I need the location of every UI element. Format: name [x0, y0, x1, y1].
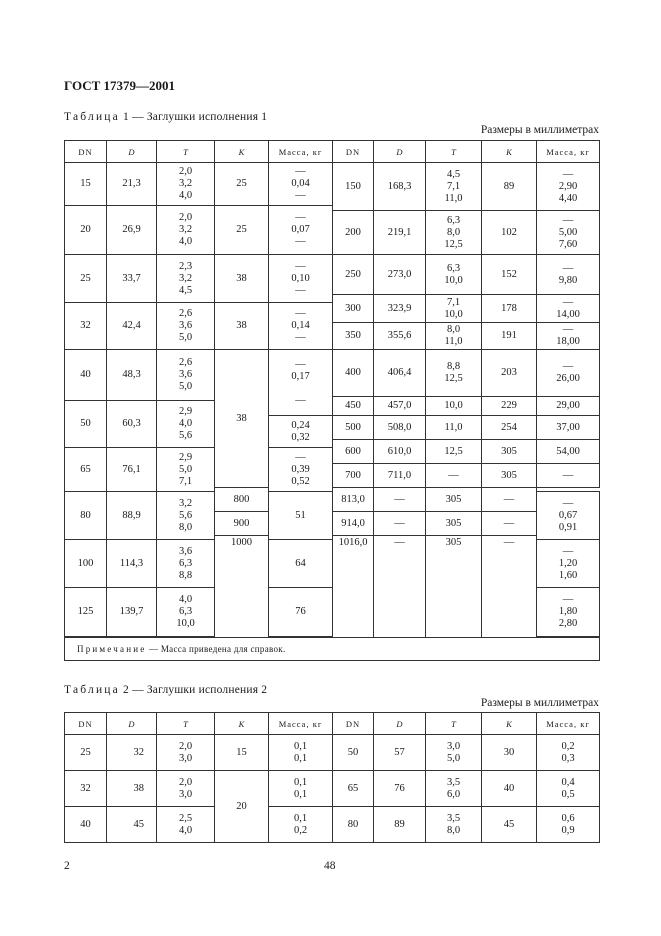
cell-dn: 300: [333, 295, 374, 323]
cell-d: 38: [107, 771, 157, 807]
page-number-left: 2: [64, 860, 70, 872]
table-row: [65, 735, 600, 771]
table1-caption: [64, 111, 267, 123]
cell-dn: 125: [65, 588, 107, 637]
cell-k: 25: [215, 206, 269, 255]
cell-d: 21,3: [107, 163, 157, 206]
cell-d: 711,0: [374, 464, 426, 488]
cell-k: 102: [482, 211, 537, 255]
header-mass: Масса, кг: [269, 141, 333, 163]
cell-d: 1016,0: [333, 536, 374, 638]
cell-k: 152: [482, 255, 537, 295]
cell-t: 2,6 3,6 5,0: [157, 303, 215, 350]
cell-k-merged: 38: [215, 350, 269, 488]
cell-d: 457,0: [374, 397, 426, 416]
cell-dn: 350: [333, 323, 374, 350]
cell-d: 32: [107, 735, 157, 771]
cell-d: 33,7: [107, 255, 157, 303]
cell-t: 6,3 8,0 12,5: [426, 211, 482, 255]
cell-mass: 0,6 0,9: [537, 807, 600, 843]
cell-mass: 54,00: [537, 440, 600, 464]
cell-mass: — 0,67 0,91: [537, 492, 600, 540]
cell-k-merged: 20: [215, 771, 269, 843]
cell-d: 57: [374, 735, 426, 771]
cell-t: 8,0 11,0: [426, 323, 482, 350]
table1-header-row: [65, 141, 600, 163]
header-k: K: [482, 713, 537, 735]
cell-dn: 32: [65, 771, 107, 807]
cell-mass: — 0,04 —: [269, 163, 333, 206]
cell-dn: 700: [333, 464, 374, 488]
cell-dn: 80: [333, 807, 374, 843]
cell-t: 6,3 10,0: [426, 255, 482, 295]
cell-k: 25: [215, 163, 269, 206]
page-number-center: 48: [324, 860, 336, 872]
cell-d: 89: [374, 807, 426, 843]
cell-mass: 0,1 0,1: [269, 735, 333, 771]
cell-t: —: [374, 512, 426, 536]
cell-dn: 25: [65, 255, 107, 303]
cell-dn: 40: [65, 807, 107, 843]
cell-dn: 600: [333, 440, 374, 464]
cell-d: 323,9: [374, 295, 426, 323]
cell-k: 40: [482, 771, 537, 807]
cell-k: 178: [482, 295, 537, 323]
cell-d: 45: [107, 807, 157, 843]
cell-dn: 65: [65, 448, 107, 492]
cell-dn: 20: [65, 206, 107, 255]
cell-d: 76,1: [107, 448, 157, 492]
table1-note: [65, 638, 600, 661]
cell-d: 914,0: [333, 512, 374, 536]
cell-mass: — 9,80: [537, 255, 600, 295]
cell-k: 305: [482, 440, 537, 464]
cell-mass: — 0,14 —: [269, 303, 333, 350]
header-dn: DN: [65, 141, 107, 163]
cell-t: 3,5 8,0: [426, 807, 482, 843]
header-mass: Масса, кг: [537, 713, 600, 735]
cell-k: 51: [269, 492, 333, 540]
table1: [64, 140, 600, 661]
cell-t: 4,0 6,3 10,0: [157, 588, 215, 637]
cell-t: 11,0: [426, 416, 482, 440]
cell-mass: — 26,00: [537, 350, 600, 397]
cell-t: 2,9 5,0 7,1: [157, 448, 215, 492]
cell-d: 48,3: [107, 350, 157, 401]
cell-mass: —: [537, 464, 600, 488]
cell-dn: 65: [333, 771, 374, 807]
cell-dn: 500: [333, 416, 374, 440]
cell-k: 305: [482, 464, 537, 488]
cell-d: 114,3: [107, 540, 157, 588]
cell-mass: — 0,39 0,52: [269, 448, 333, 492]
cell-d: 508,0: [374, 416, 426, 440]
cell-d: 139,7: [107, 588, 157, 637]
cell-t: 12,5: [426, 440, 482, 464]
cell-t: 2,0 3,2 4,0: [157, 163, 215, 206]
cell-d: 610,0: [374, 440, 426, 464]
table2-caption: [64, 684, 267, 696]
table-row: [65, 807, 600, 843]
cell-k: 229: [482, 397, 537, 416]
cell-dn: 80: [65, 492, 107, 540]
cell-dn: 15: [65, 163, 107, 206]
cell-mass: 0,1 0,1: [269, 771, 333, 807]
table2: [64, 712, 600, 843]
table1-note-row: [65, 638, 600, 661]
table1-units: Размеры в миллиметрах: [480, 124, 599, 136]
cell-dn: 1000: [215, 536, 269, 638]
cell-k: 30: [482, 735, 537, 771]
cell-d: 26,9: [107, 206, 157, 255]
cell-t: —: [374, 488, 426, 512]
cell-d: 88,9: [107, 492, 157, 540]
header-d: D: [374, 713, 426, 735]
header-t: T: [157, 141, 215, 163]
cell-t: 3,2 5,6 8,0: [157, 492, 215, 540]
cell-dn: 200: [333, 211, 374, 255]
header-d: D: [107, 713, 157, 735]
cell-k: 38: [215, 303, 269, 350]
cell-dn: 900: [215, 512, 269, 536]
cell-dn: 250: [333, 255, 374, 295]
header-t: T: [157, 713, 215, 735]
cell-t: 3,6 6,3 8,8: [157, 540, 215, 588]
table-row: [65, 163, 600, 187]
header-k: K: [215, 713, 269, 735]
cell-d: 60,3: [107, 401, 157, 448]
cell-k: 305: [426, 488, 482, 512]
cell-t: 10,0: [426, 397, 482, 416]
cell-dn: 50: [65, 401, 107, 448]
cell-mass: — 0,07 —: [269, 206, 333, 255]
cell-k: 254: [482, 416, 537, 440]
cell-mass: — 1,20 1,60: [537, 540, 600, 588]
cell-mass: 29,00: [537, 397, 600, 416]
cell-d: 813,0: [333, 488, 374, 512]
table-row: [65, 255, 600, 271]
cell-t: —: [374, 536, 426, 638]
header-d: D: [107, 141, 157, 163]
header-k: K: [215, 141, 269, 163]
cell-t: 2,5 4,0: [157, 807, 215, 843]
cell-t: 3,5 6,0: [426, 771, 482, 807]
cell-mass: — 0,10 —: [269, 255, 333, 303]
table2-units: Размеры в миллиметрах: [480, 697, 599, 709]
cell-dn: 450: [333, 397, 374, 416]
cell-mass: — 2,90 4,40: [537, 163, 600, 211]
cell-mass: — 14,00: [537, 295, 600, 323]
cell-t: 2,6 3,6 5,0: [157, 350, 215, 401]
cell-dn: 32: [65, 303, 107, 350]
header-dn: DN: [333, 713, 374, 735]
cell-k: 76: [269, 588, 333, 637]
cell-mass: 0,4 0,5: [537, 771, 600, 807]
cell-mass: 0,2 0,3: [537, 735, 600, 771]
cell-dn: 800: [215, 488, 269, 512]
cell-d: 273,0: [374, 255, 426, 295]
cell-k: 45: [482, 807, 537, 843]
cell-d: 168,3: [374, 163, 426, 211]
cell-k: 38: [215, 255, 269, 303]
cell-t: 4,5 7,1 11,0: [426, 163, 482, 211]
header-dn: DN: [333, 141, 374, 163]
cell-k: 15: [215, 735, 269, 771]
cell-dn: 100: [65, 540, 107, 588]
header-mass: Масса, кг: [537, 141, 600, 163]
header-d: D: [374, 141, 426, 163]
cell-t: 2,9 4,0 5,6: [157, 401, 215, 448]
cell-k: 305: [426, 512, 482, 536]
cell-k: 89: [482, 163, 537, 211]
cell-dn: 150: [333, 163, 374, 211]
cell-dn: 40: [65, 350, 107, 401]
table-row: [65, 771, 600, 807]
cell-d: 406,4: [374, 350, 426, 397]
table2-caption-text: 2 — Заглушки исполнения 2: [123, 684, 268, 696]
cell-t: 2,0 3,2 4,0: [157, 206, 215, 255]
cell-d: 42,4: [107, 303, 157, 350]
header-mass: Масса, кг: [269, 713, 333, 735]
cell-mass: —: [482, 512, 537, 536]
cell-mass: —: [482, 488, 537, 512]
cell-dn: 25: [65, 735, 107, 771]
cell-k: 305: [426, 536, 482, 638]
cell-mass: — 18,00: [537, 323, 600, 350]
table2-header-row: [65, 713, 600, 735]
header-t: T: [426, 713, 482, 735]
note-text: — Масса приведена для справок.: [149, 644, 286, 654]
note-word: Примечание: [77, 644, 147, 654]
cell-t: 8,8 12,5: [426, 350, 482, 397]
header-k: K: [482, 141, 537, 163]
header-t: T: [426, 141, 482, 163]
cell-t: 2,0 3,0: [157, 735, 215, 771]
cell-mass: 0,24 0,32: [269, 416, 333, 448]
cell-t: 3,0 5,0: [426, 735, 482, 771]
cell-dn: 400: [333, 350, 374, 397]
header-dn: DN: [65, 713, 107, 735]
cell-mass: 0,1 0,2: [269, 807, 333, 843]
cell-mass: —: [482, 536, 537, 638]
cell-mass: — 1,80 2,80: [537, 588, 600, 637]
cell-d: 76: [374, 771, 426, 807]
table1-caption-text: 1 — Заглушки исполнения 1: [123, 111, 268, 123]
cell-mass: — 5,00 7,60: [537, 211, 600, 255]
cell-mass: — 0,17 —: [269, 350, 333, 416]
cell-t: 2,3 3,2 4,5: [157, 255, 215, 303]
cell-mass: 37,00: [537, 416, 600, 440]
table2-caption-word: Таблица: [64, 684, 120, 696]
cell-t: 2,0 3,0: [157, 771, 215, 807]
cell-k: 64: [269, 540, 333, 588]
cell-k: 191: [482, 323, 537, 350]
cell-d: 219,1: [374, 211, 426, 255]
cell-dn: 50: [333, 735, 374, 771]
cell-t: —: [426, 464, 482, 488]
cell-d: 355,6: [374, 323, 426, 350]
table-row: [65, 350, 600, 357]
cell-t: 7,1 10,0: [426, 295, 482, 323]
table1-caption-word: Таблица: [64, 111, 120, 123]
cell-k: 203: [482, 350, 537, 397]
document-title: ГОСТ 17379—2001: [64, 78, 176, 93]
